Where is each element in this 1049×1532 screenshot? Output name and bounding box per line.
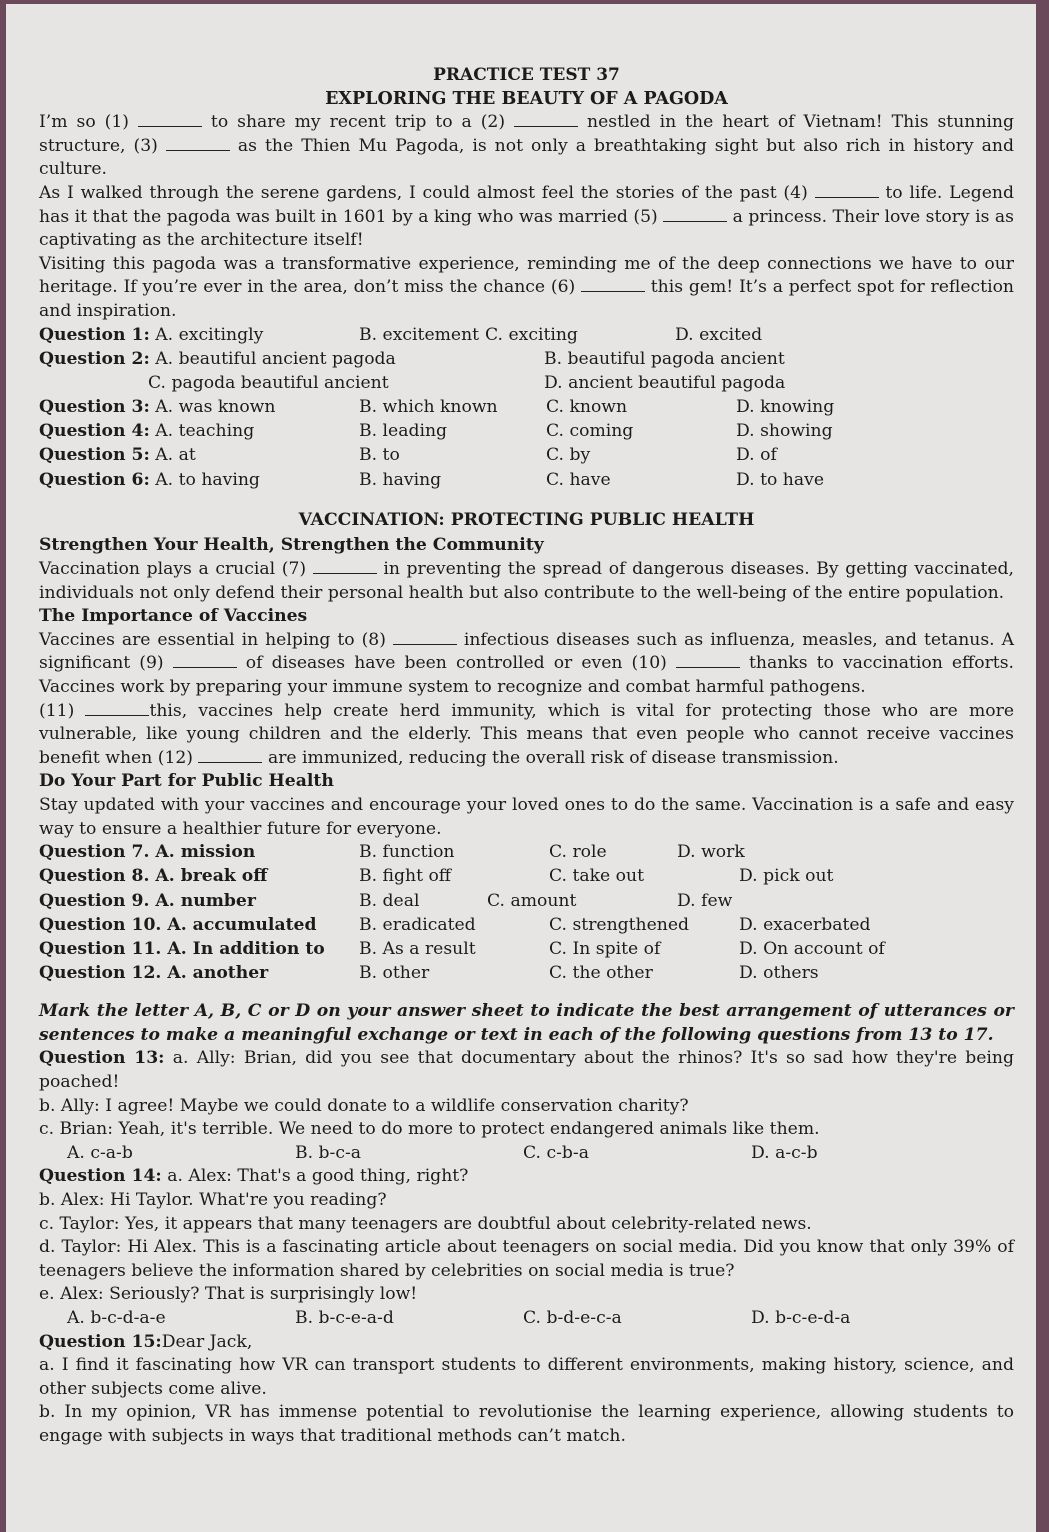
passage2-para2: Vaccines are essential in helping to (8) infectious diseases such as influenza, measles, and tetanus. A significant (9) of diseases have been controlled or even (10) thanks to vaccination efforts. Vaccines work by preparing your immune system to recognize and combat harmful pathogens. (39, 629, 1014, 697)
blank-11 (85, 701, 149, 716)
blank-10 (676, 653, 740, 668)
question-4: Question 4: A. teaching B. leading C. coming D. showing (39, 421, 833, 442)
blank-4 (815, 183, 879, 198)
test-title: PRACTICE TEST 37 (433, 65, 620, 85)
blank-1 (138, 112, 202, 127)
instruction: Mark the letter A, B, C or D on your answer sheet to indicate the best arrangement of utterances or sentences to make a meaningful exchange or text in each of the following questions from 13 to 17. (39, 1001, 1014, 1045)
question-11: Question 11. A. In addition to B. As a result C. In spite of D. On account of (39, 938, 885, 959)
blank-6 (581, 277, 645, 292)
passage1-para3: Visiting this pagoda was a transformative experience, reminding me of the deep connections we have to our heritage. If you’re ever in the area, don’t miss the chance (6) this gem! It’s a perfect spot for reflection and inspiration. (39, 253, 1014, 321)
questions-7-12 (39, 841, 1014, 986)
blank-9 (173, 653, 237, 668)
question-13: Question 13: a. Ally: Brian, did you see that documentary about the rhinos? It's so sad how they're being poached! b. Ally: I agree! Maybe we could donate to a wildlife conservation charity? c. Brian: Yeah, it's terrible. We need to do more to protect endangered animals like them. A. c-a-b B. b-c-a C. c-b-a D. a-c-b (39, 1047, 1014, 1165)
question-3: Question 3: A. was known B. which known C. known D. knowing (39, 397, 835, 418)
question-14: Question 14: a. Alex: That's a good thing, right? b. Alex: Hi Taylor. What're you reading? c. Taylor: Yes, it appears that many teenagers are doubtful about celebrity-related news. d. Taylor: Hi Alex. This is a fascinating article about teenagers on social media. Did you know that only 39% of teenagers believe the information shared by celebrities on social media is true? e. Alex: Seriously? That is surprisingly low! A. b-c-d-a-e B. b-c-e-a-d C. b-d-e-c-a D. b-c-e-d-a (39, 1165, 1014, 1330)
blank-5 (663, 207, 727, 222)
question-10: Question 10. A. accumulated B. eradicated C. strengthened D. exacerbated (39, 914, 871, 935)
blank-2 (514, 112, 578, 127)
question-14-options: A. b-c-d-a-e B. b-c-e-a-d C. b-d-e-c-a D. b-c-e-d-a (67, 1308, 851, 1328)
subheading-2: The Importance of Vaccines (39, 606, 308, 627)
question-1: Question 1: A. excitingly B. excitement C. exciting D. excited (39, 324, 763, 345)
passage2-para1: Vaccination plays a crucial (7) in preventing the spread of dangerous diseases. By getting vaccinated, individuals not only defend their personal health but also contribute to the well-being of the entire population. (39, 559, 1014, 603)
passage1-para2: As I walked through the serene gardens, I could almost feel the stories of the past (4) to life. Legend has it that the pagoda was built in 1601 by a king who was married (5) a princess. Their love story is as captivating as the architecture itself! (39, 182, 1015, 251)
passage2-para4: Stay updated with your vaccines and encourage your loved ones to do the same. Vaccination is a safe and easy way to ensure a healthier future for everyone. (39, 794, 1014, 839)
blank-12 (198, 748, 262, 763)
questions-1-6 (39, 324, 1014, 493)
blank-3 (166, 136, 230, 151)
passage2-title: VACCINATION: PROTECTING PUBLIC HEALTH (298, 509, 755, 530)
subheading-1: Strengthen Your Health, Strengthen the Community (39, 535, 544, 556)
passage1-title: EXPLORING THE BEAUTY OF A PAGODA (325, 88, 728, 109)
question-13-options: A. c-a-b B. b-c-a C. c-b-a D. a-c-b (67, 1142, 818, 1163)
question-2-row2: C. pagoda beautiful ancient D. ancient beautiful pagoda (148, 372, 786, 393)
subheading-3: Do Your Part for Public Health (39, 771, 334, 792)
passage2-para3: (11) this, vaccines help create herd immunity, which is vital for protecting those who are more vulnerable, like young children and the elderly. This means that even people who cannot receive vaccines benefit when (12) are immunized, reducing the overall risk of disease transmission. (39, 700, 1014, 768)
question-15: Question 15:Dear Jack, a. I find it fascinating how VR can transport students to different environments, making history, science, and other subjects come alive. b. In my opinion, VR has immense potential to revolutionise the learning experience, allowing students to engage with subjects in ways that traditional methods can’t match. (39, 1331, 1014, 1446)
question-9: Question 9. A. number B. deal C. amount D. few (39, 890, 733, 911)
question-2: Question 2: A. beautiful ancient pagoda B. beautiful pagoda ancient (39, 348, 785, 369)
question-6: Question 6: A. to having B. having C. have D. to have (39, 469, 825, 490)
question-7: Question 7. A. mission B. function C. role D. work (39, 842, 745, 863)
question-8: Question 8. A. break off B. fight off C. take out D. pick out (39, 866, 834, 887)
question-5: Question 5: A. at B. to C. by D. of (39, 445, 777, 466)
blank-7 (313, 559, 377, 574)
question-12: Question 12. A. another B. other C. the other D. others (39, 963, 819, 984)
passage1-para1: I’m so (1) to share my recent trip to a (2) nestled in the heart of Vietnam! This stunning structure, (3) as the Thien Mu Pagoda, is not only a breathtaking sight but also rich in history and culture. (39, 112, 1014, 180)
worksheet-page (6, 4, 1036, 1532)
blank-8 (393, 630, 457, 645)
